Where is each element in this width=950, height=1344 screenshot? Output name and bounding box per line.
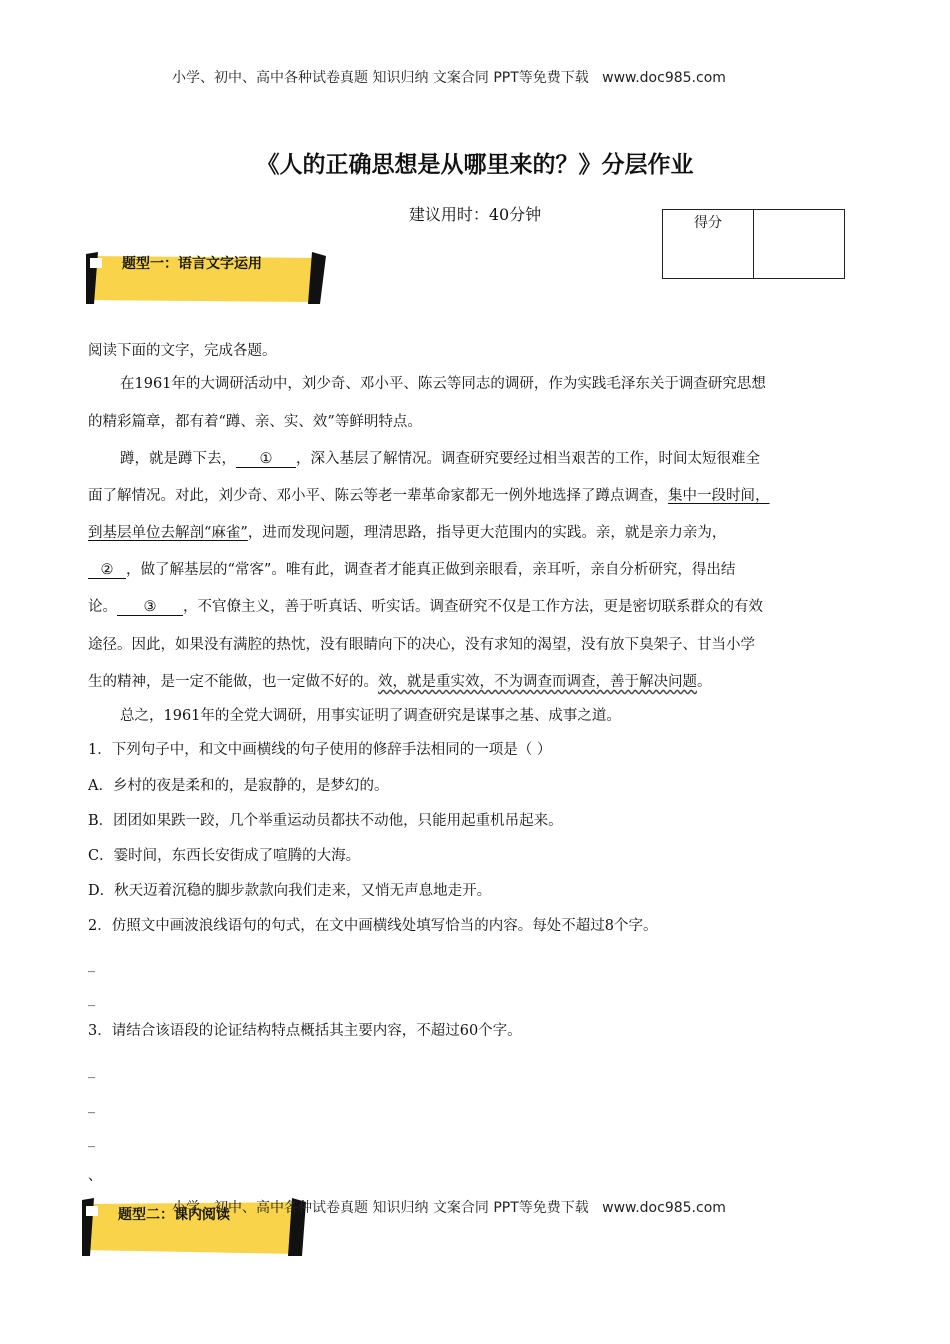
passage-p3: 总之，1961年的全党大调研，用事实证明了调查研究是谋事之基、成事之道。 <box>120 708 621 724</box>
blank-1[interactable]: ① <box>236 452 296 468</box>
underlined-sentence-part1: 集中一段时间， <box>668 488 770 504</box>
p2-l5-a: 论。 <box>88 599 117 615</box>
p2-l4-b: ，做了解基层的“常客”。唯有此，调查者才能真正做到亲眼看，亲耳听，亲自分析研究，得出结 <box>126 562 736 578</box>
answer-line[interactable]: _ <box>88 1063 95 1079</box>
passage-p2-line7 <box>88 675 712 690</box>
page-title: 《人的正确思想是从哪里来的？》分层作业 <box>256 152 694 178</box>
passage-instruction: 阅读下面的文字，完成各题。 <box>88 343 277 359</box>
question-3: 3．请结合该语段的论证结构特点概括其主要内容，不超过60个字。 <box>88 1023 522 1039</box>
footer-url[interactable]: www.doc985.com <box>602 1200 726 1216</box>
section-banner-1 <box>86 252 326 304</box>
p2-l1-b: ，深入基层了解情况。调查研究要经过相当艰苦的工作，时间太短很难全 <box>296 451 760 467</box>
section-1-label: 题型一：语言文字运用 <box>122 256 262 272</box>
blank-3[interactable]: ③ <box>117 600 183 616</box>
blank-2[interactable]: ② <box>88 563 126 579</box>
question-1-option-c: C．霎时间，东西长安街成了喧腾的大海。 <box>88 848 361 864</box>
p2-l2-a: 面了解情况。对此，刘少奇、邓小平、陈云等老一辈革命家都无一例外地选择了蹲点调查， <box>88 488 668 504</box>
question-1-option-a: A．乡村的夜是柔和的，是寂静的，是梦幻的。 <box>88 778 389 794</box>
comma-mark: 、 <box>88 1168 102 1184</box>
passage-p2-line2 <box>88 489 770 504</box>
passage-p1-line1: 在1961年的大调研活动中，刘少奇、邓小平、陈云等同志的调研，作为实践毛泽东关于调查研究思想 <box>120 376 766 392</box>
p2-l5-b: ，不官僚主义，善于听真话、听实话。调查研究不仅是工作方法，更是密切联系群众的有效 <box>183 599 763 615</box>
header-site-label: 小学、初中、高中各种试卷真题 知识归纳 文案合同 PPT等免费下载 <box>172 70 589 86</box>
passage-p1-line2: 的精彩篇章，都有着“蹲、亲、实、效”等鲜明特点。 <box>88 414 422 430</box>
passage-p2-line4 <box>88 563 735 579</box>
wavy-sentence: 效，就是重实效，不为调查而调查，善于解决问题 <box>378 674 697 690</box>
answer-line[interactable]: _ <box>88 1098 95 1114</box>
answer-line[interactable]: _ <box>88 957 95 973</box>
underlined-sentence-part2: 到基层单位去解剖“麻雀” <box>88 525 248 541</box>
p2-l3-b: ，进而发现问题，理清思路，指导更大范围内的实践。亲，就是亲力亲为， <box>247 525 727 541</box>
question-1: 1．下列句子中，和文中画横线的句子使用的修辞手法相同的一项是（ ） <box>88 742 552 758</box>
answer-line[interactable]: _ <box>88 991 95 1007</box>
p2-l1-a: 蹲，就是蹲下去， <box>120 451 236 467</box>
passage-p2-line3 <box>88 526 726 541</box>
footer-site-text <box>172 1197 726 1217</box>
time-hint: 建议用时：40分钟 <box>408 205 542 224</box>
p2-l7-end: 。 <box>697 674 712 690</box>
question-1-option-b: B．团团如果跌一跤，几个举重运动员都扶不动他，只能用起重机吊起来。 <box>88 813 563 829</box>
score-table <box>662 209 845 279</box>
p2-l7-a: 生的精神，是一定不能做，也一定做不好的。 <box>88 674 378 690</box>
passage-p2-line1 <box>120 452 760 468</box>
score-value-cell <box>754 210 845 279</box>
footer-site-label: 小学、初中、高中各种试卷真题 知识归纳 文案合同 PPT等免费下载 <box>172 1200 589 1216</box>
question-1-option-d: D．秋天迈着沉稳的脚步款款向我们走来，又悄无声息地走开。 <box>88 883 492 899</box>
header-site-text <box>172 67 726 87</box>
question-2: 2．仿照文中画波浪线语句的句式，在文中画横线处填写恰当的内容。每处不超过8个字。 <box>88 918 658 934</box>
score-label-cell: 得分 <box>663 210 754 279</box>
header-url[interactable]: www.doc985.com <box>602 70 726 86</box>
passage-p2-line5 <box>88 600 763 616</box>
section-2-label: 题型二：课内阅读 <box>118 1207 230 1223</box>
answer-line[interactable]: _ <box>88 1132 95 1148</box>
passage-p2-line6: 途径。因此，如果没有满腔的热忱，没有眼睛向下的决心，没有求知的渴望，没有放下臭架子、甘当小学 <box>88 637 755 653</box>
